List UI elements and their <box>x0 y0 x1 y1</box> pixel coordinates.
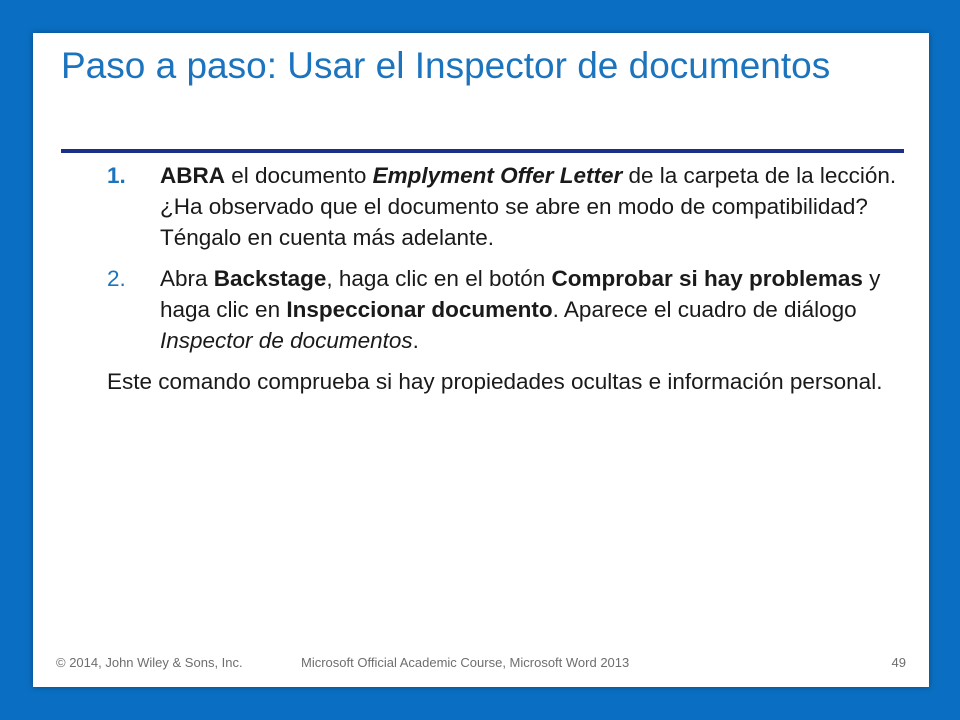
step-2 <box>107 263 897 356</box>
page-number: 49 <box>891 655 906 670</box>
step-text-part: ABRA <box>160 163 225 188</box>
dialog-name: Inspector de documentos <box>160 328 413 353</box>
slide <box>33 33 929 687</box>
title-divider <box>61 149 904 153</box>
slide-title: Paso a paso: Usar el Inspector de documentos <box>61 45 831 86</box>
step-text-part: Inspeccionar documento <box>286 297 553 322</box>
course-title: Microsoft Official Academic Course, Microsoft Word 2013 <box>301 655 630 670</box>
step-text-part: Abra <box>160 266 214 291</box>
step-text-part: de la carpeta de la lección. ¿Ha observado que el documento se abre en modo de compatibilidad? Téngalo en cuenta más adelante. <box>160 163 897 250</box>
step-text-part: y haga clic en <box>160 266 881 322</box>
step-text <box>160 163 896 250</box>
copyright-text: © 2014, John Wiley & Sons, Inc. <box>56 655 243 670</box>
slide-footer <box>56 655 906 675</box>
step-number: 2. <box>107 266 126 291</box>
step-text-part: , haga clic en el botón <box>326 266 552 291</box>
step-text-part: . <box>412 328 419 353</box>
slide-body <box>107 160 897 397</box>
step-text-part: el documento <box>225 163 373 188</box>
step-number: 1. <box>107 163 126 188</box>
step-text <box>160 266 880 353</box>
note-paragraph: Este comando comprueba si hay propiedades ocultas e información personal. <box>107 369 883 394</box>
step-1 <box>107 160 897 253</box>
step-text-part: Backstage <box>213 266 327 291</box>
step-text-part: . Aparece el cuadro de diálogo <box>552 297 857 322</box>
step-text-part: Comprobar si hay problemas <box>551 266 863 291</box>
document-name: Emplyment Offer Letter <box>372 163 623 188</box>
